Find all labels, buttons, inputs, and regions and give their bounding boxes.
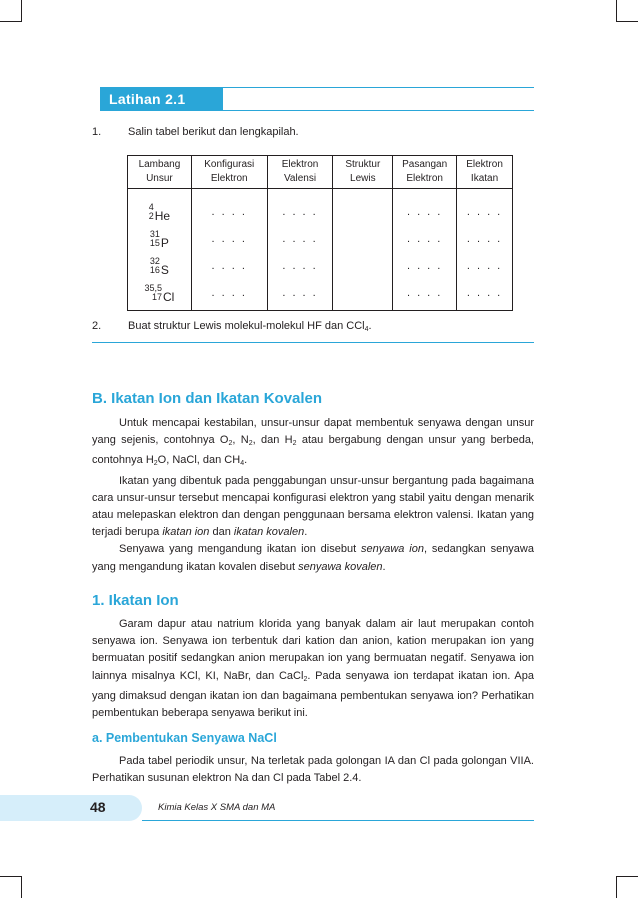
page-number: 48 — [90, 799, 106, 815]
table-cell: . . . . — [267, 189, 333, 226]
subsection-1-title: 1. Ikatan Ion — [92, 592, 179, 609]
element-symbol-cell: 35,5 17 Cl — [128, 280, 192, 311]
exercise-bottom-rule — [92, 342, 534, 343]
exercise-table — [127, 155, 513, 311]
crop-mark-bottom-right — [616, 876, 638, 898]
table-cell: . . . . — [267, 280, 333, 311]
section-b-title: B. Ikatan Ion dan Ikatan Kovalen — [92, 390, 323, 407]
crop-mark-bottom-left — [0, 876, 22, 898]
exercise-header — [100, 87, 534, 111]
element-symbol-cell: 32 16 S — [128, 253, 192, 280]
footer-rule — [142, 820, 534, 821]
table-cell: . . . . — [267, 226, 333, 253]
exercise-label: Latihan 2.1 — [101, 88, 223, 110]
subsection-1-body — [92, 616, 534, 722]
table-cell — [333, 280, 393, 311]
table-cell: . . . . — [393, 253, 457, 280]
table-cell — [333, 253, 393, 280]
crop-mark-top-right — [616, 0, 638, 22]
question-2-text: Buat struktur Lewis molekul-molekul HF dan CCl$_4$. — [128, 320, 372, 333]
table-header-cell: Konfigurasi Elektron — [191, 156, 267, 189]
paragraph: Untuk mencapai kestabilan, unsur-unsur dapat membentuk senyawa dengan unsur yang sejenis, contohnya $O_2$, $N_2$, dan $H_2$ atau bergabung dengan unsur yang berbeda, contohnya $H_2O$, NaCl, dan $CH_4$. — [92, 417, 534, 468]
element-symbol-cell: 31 15 P — [128, 226, 192, 253]
paragraph: Ikatan yang dibentuk pada penggabungan unsur-unsur bergantung pada bagaimana cara unsur-unsur tersebut mencapai konfigurasi elektron yang stabil yaitu dengan menarik atau melepaskan elektron dan dengan penggunaan bersama elektron valensi. Ikatan yang terjadi berupa ikatan ion dan ikatan kovalen. — [92, 474, 534, 539]
subsection-a-body — [92, 753, 534, 787]
table-cell: . . . . — [191, 189, 267, 226]
paragraph: Garam dapur atau natrium klorida yang banyak dalam air laut merupakan contoh senyawa ion. Senyawa ion terbentuk dari kation dan anion, kation merupakan ion yang bermuatan positif sedangkan anion merupakan ion yang bermuatan negatif. Senyawa ion lainnya misalnya KCl, KI, NaBr, dan CaCl$_2$. Pada senyawa ion terdapat ikatan ion. Apa yang dimaksud dengan ikatan ion dan bagaimana pembentukan senyawa ion? Perhatikan pembentukan beberapa senyawa berikut ini. — [92, 618, 534, 720]
paragraph: Senyawa yang mengandung ikatan ion disebut senyawa ion, sedangkan senyawa yang mengandung ikatan kovalen disebut senyawa kovalen. — [92, 543, 534, 573]
question-1-number: 1. — [92, 126, 102, 138]
table-cell: . . . . — [393, 189, 457, 226]
table-cell: . . . . — [191, 226, 267, 253]
table-cell: . . . . — [393, 280, 457, 311]
table-cell — [333, 226, 393, 253]
table-row — [128, 226, 513, 253]
question-2-number: 2. — [92, 320, 102, 332]
table-row — [128, 253, 513, 280]
table-header-row — [128, 156, 513, 189]
table-cell: . . . . — [393, 226, 457, 253]
table-row — [128, 280, 513, 311]
crop-mark-top-left — [0, 0, 22, 22]
question-1-text: Salin tabel berikut dan lengkapilah. — [128, 126, 299, 138]
book-title: Kimia Kelas X SMA dan MA — [158, 802, 276, 813]
table-header-cell: Elektron Valensi — [267, 156, 333, 189]
table-cell — [333, 189, 393, 226]
table-cell: . . . . — [191, 280, 267, 311]
section-b-body — [92, 415, 534, 576]
table-cell: . . . . — [457, 189, 513, 226]
table-cell: . . . . — [267, 253, 333, 280]
table-cell: . . . . — [457, 226, 513, 253]
table-cell: . . . . — [457, 253, 513, 280]
subsection-a-title: a. Pembentukan Senyawa NaCl — [92, 731, 277, 745]
table-header-cell: Struktur Lewis — [333, 156, 393, 189]
table-row — [128, 189, 513, 226]
element-symbol-cell: 4 2 He — [128, 189, 192, 226]
table-header-cell: Pasangan Elektron — [393, 156, 457, 189]
footer-page-tab — [0, 795, 142, 821]
paragraph: Pada tabel periodik unsur, Na terletak pada golongan IA dan Cl pada golongan VIIA. Perhatikan susunan elektron Na dan Cl pada Tabel 2.4. — [92, 755, 534, 785]
table-header-cell: Elektron Ikatan — [457, 156, 513, 189]
table-header-cell: Lambang Unsur — [128, 156, 192, 189]
table-cell: . . . . — [457, 280, 513, 311]
table-cell: . . . . — [191, 253, 267, 280]
